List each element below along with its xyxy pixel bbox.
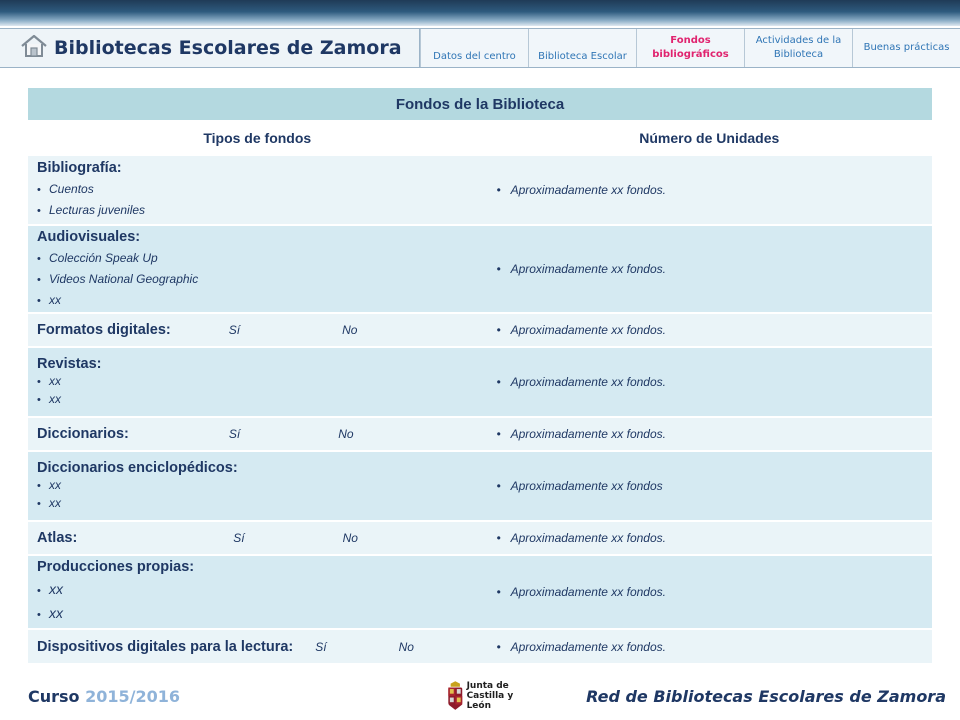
row-items: [37, 373, 487, 409]
list-item: • xx: [37, 477, 487, 495]
row-value: • Aproximadamente xx fondos: [487, 479, 663, 493]
option-no[interactable]: No: [342, 531, 358, 545]
curso-year: 2015/2016: [85, 687, 181, 706]
brand[interactable]: [0, 29, 420, 67]
row-value: • Aproximadamente xx fondos.: [487, 640, 666, 654]
row-value: • Aproximadamente xx fondos.: [487, 427, 666, 441]
red-bibliotecas: Red de Bibliotecas Escolares de Zamora: [586, 687, 946, 706]
list-item: • Colección Speak Up: [37, 248, 487, 269]
list-item: • xx: [37, 495, 487, 513]
row-type-cell: [28, 555, 487, 629]
row-category: Producciones propias:: [37, 559, 195, 575]
row-category: Bibliografía:: [37, 160, 122, 176]
row-category: Formatos digitales:: [37, 322, 171, 338]
footer: [0, 668, 960, 720]
option-no[interactable]: No: [342, 323, 358, 337]
row-type-cell: [28, 417, 487, 451]
table-row: [28, 629, 932, 663]
table-header-row: [28, 121, 932, 155]
table-row: [28, 555, 932, 629]
list-item: • xx: [37, 373, 487, 391]
row-value: • Aproximadamente xx fondos.: [487, 585, 666, 599]
top-banner: [0, 0, 960, 26]
table-row: [28, 521, 932, 555]
logo-line-2: Castilla y León: [466, 691, 514, 711]
list-item: • xx: [37, 290, 487, 311]
table-row: [28, 417, 932, 451]
col-header-tipos: Tipos de fondos: [28, 121, 487, 155]
row-type-cell: [28, 225, 487, 313]
nav-buenas-practicas[interactable]: Buenas prácticas: [852, 29, 960, 67]
list-item: • xx: [37, 602, 487, 626]
row-type-cell: [28, 629, 487, 663]
option-si[interactable]: Sí: [228, 427, 241, 441]
row-value: • Aproximadamente xx fondos.: [487, 375, 666, 389]
site-title: Bibliotecas Escolares de Zamora: [54, 37, 402, 59]
fondos-table-wrapper: [28, 88, 960, 663]
table-row: [28, 347, 932, 417]
row-value: • Aproximadamente xx fondos.: [487, 262, 666, 276]
nav-datos-centro[interactable]: Datos del centro: [420, 29, 528, 67]
crest-icon: [446, 676, 465, 716]
nav-fondos-bibliograficos[interactable]: Fondos bibliográficos: [636, 29, 744, 67]
option-no[interactable]: No: [338, 427, 354, 441]
table-caption: Fondos de la Biblioteca: [28, 88, 932, 121]
row-category: Atlas:: [37, 530, 78, 546]
row-type-cell: [28, 155, 487, 225]
junta-logo: [446, 673, 524, 719]
list-item: • Cuentos: [37, 179, 487, 200]
list-item: • Lecturas juveniles: [37, 200, 487, 221]
row-items: [37, 248, 487, 311]
row-items: [37, 477, 487, 513]
curso-prefix: Curso: [28, 687, 80, 706]
table-row: [28, 225, 932, 313]
list-item: • xx: [37, 391, 487, 409]
nav-actividades[interactable]: Actividades de la Biblioteca: [744, 29, 852, 67]
row-category: Revistas:: [37, 356, 102, 372]
home-icon[interactable]: [20, 34, 54, 62]
option-si[interactable]: Sí: [228, 323, 241, 337]
curso-label: [28, 687, 180, 706]
row-type-cell: [28, 347, 487, 417]
row-type-cell: [28, 313, 487, 347]
row-value: • Aproximadamente xx fondos.: [487, 531, 666, 545]
fondos-table: [28, 88, 932, 663]
row-value: • Aproximadamente xx fondos.: [487, 323, 666, 337]
col-header-unidades: Número de Unidades: [487, 121, 932, 155]
nav-biblioteca-escolar[interactable]: Biblioteca Escolar: [528, 29, 636, 67]
row-type-cell: [28, 451, 487, 521]
table-row: [28, 313, 932, 347]
row-category: Audiovisuales:: [37, 228, 141, 245]
list-item: • Videos National Geographic: [37, 269, 487, 290]
table-row: [28, 451, 932, 521]
option-no[interactable]: No: [398, 639, 414, 654]
row-value: • Aproximadamente xx fondos.: [487, 183, 666, 197]
row-category: Diccionarios enciclopédicos:: [37, 460, 238, 476]
logo-line-1: Junta de: [466, 681, 509, 691]
table-row: [28, 155, 932, 225]
main-nav: [420, 29, 960, 67]
option-si[interactable]: Sí: [233, 531, 245, 545]
list-item: • xx: [37, 578, 487, 602]
row-category: Diccionarios:: [37, 426, 129, 442]
row-items: [37, 578, 487, 626]
row-items: [37, 179, 487, 221]
option-si[interactable]: Sí: [315, 639, 327, 654]
site-header: [0, 28, 960, 68]
row-category: Dispositivos digitales para la lectura:: [37, 638, 294, 655]
row-type-cell: [28, 521, 487, 555]
